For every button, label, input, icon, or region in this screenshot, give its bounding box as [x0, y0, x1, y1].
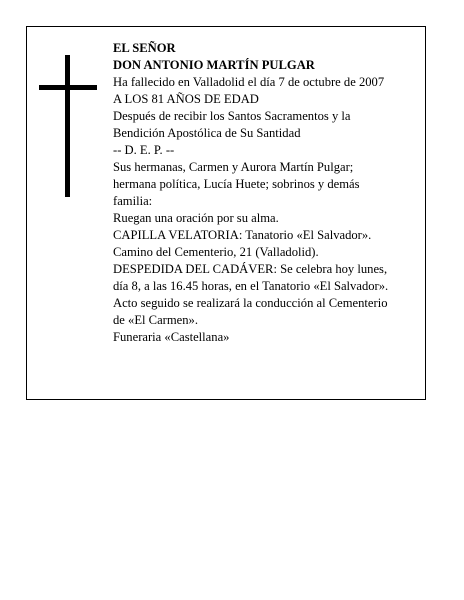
burial-line-1: Acto seguido se realizará la conducción al Cementerio	[113, 296, 388, 310]
family-line-2: hermana política, Lucía Huete; sobrinos y demás	[113, 177, 360, 191]
prayer-request-line: Ruegan una oración por su alma.	[113, 211, 279, 225]
obituary-notice	[26, 26, 426, 400]
deceased-name: DON ANTONIO MARTÍN PULGAR	[113, 58, 315, 72]
farewell-line-2: día 8, a las 16.45 horas, en el Tanatorio «El Salvador».	[113, 279, 389, 293]
sacraments-line-2: Bendición Apostólica de Su Santidad	[113, 126, 301, 140]
farewell-line-1: DESPEDIDA DEL CADÁVER: Se celebra hoy lunes,	[113, 262, 388, 276]
death-date-line: Ha fallecido en Valladolid el día 7 de octubre de 2007	[113, 75, 385, 89]
family-line-3: familia:	[113, 194, 153, 208]
burial-line-2: de «El Carmen».	[113, 313, 198, 327]
chapel-line-2: Camino del Cementerio, 21 (Valladolid).	[113, 245, 319, 259]
sacraments-line-1: Después de recibir los Santos Sacramentos y la	[113, 109, 351, 123]
deceased-title: EL SEÑOR	[113, 41, 176, 55]
obituary-text	[113, 40, 417, 346]
latin-cross-icon	[39, 55, 95, 197]
chapel-line-1: CAPILLA VELATORIA: Tanatorio «El Salvador».	[113, 228, 372, 242]
funeral-home-line: Funeraria «Castellana»	[113, 330, 230, 344]
cross-horizontal-bar	[39, 85, 97, 90]
age-line: A LOS 81 AÑOS DE EDAD	[113, 92, 259, 106]
cross-vertical-bar	[65, 55, 70, 197]
family-line-1: Sus hermanas, Carmen y Aurora Martín Pulgar;	[113, 160, 354, 174]
rip-line: -- D. E. P. --	[113, 143, 175, 157]
